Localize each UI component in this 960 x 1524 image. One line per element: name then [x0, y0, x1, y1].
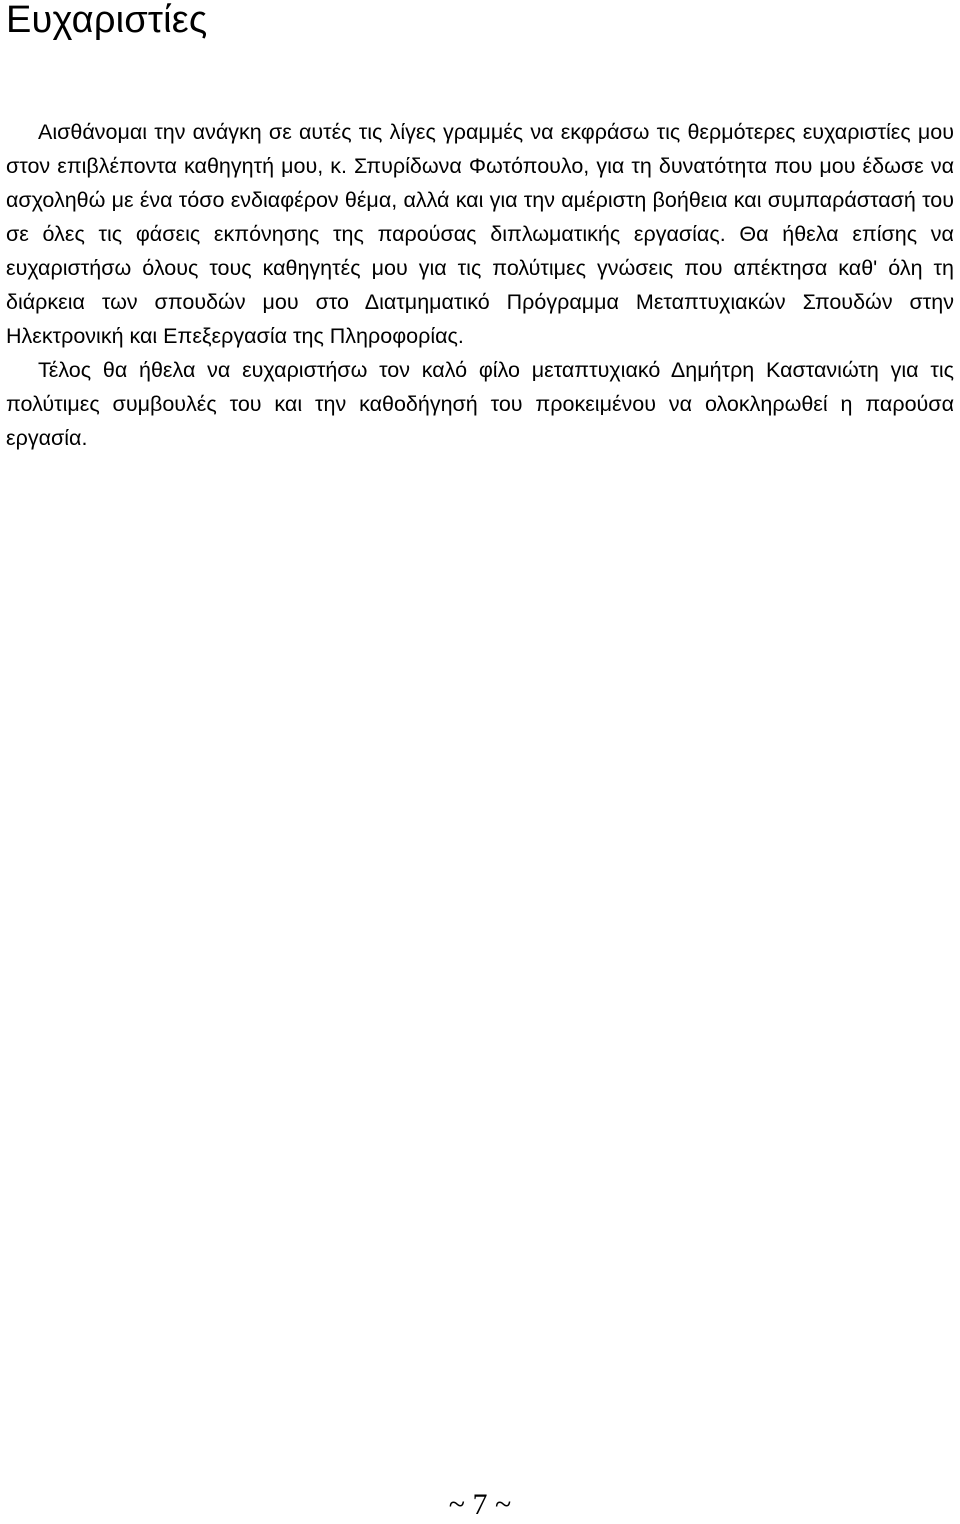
page-title: Ευχαριστίες — [6, 0, 208, 41]
paragraph-acknowledgement-friend: Τέλος θα ήθελα να ευχαριστήσω τον καλό φίλο μεταπτυχιακό Δημήτρη Καστανιώτη για τις πολύτιμες συμβουλές του και την καθοδήγησή του προκειμένου να ολοκληρωθεί η παρούσα εργασία. — [6, 358, 954, 450]
page-number: ~ 7 ~ — [448, 1488, 512, 1521]
paragraph-acknowledgement-supervisor: Αισθάνομαι την ανάγκη σε αυτές τις λίγες γραμμές να εκφράσω τις θερμότερες ευχαριστίες μου στον επιβλέποντα καθηγητή μου, κ. Σπυρίδωνα Φωτόπουλο, για τη δυνατότητα που μου έδωσε να ασχοληθώ με ένα τόσο ενδιαφέρον θέμα, αλλά και για την αμέριστη βοήθεια και συμπαράστασή του σε όλες τις φάσεις εκπόνησης της παρούσας διπλωματικής εργασίας. Θα ήθελα επίσης να ευχαριστήσω όλους τους καθηγητές μου για τις πολύτιμες γνώσεις που απέκτησα καθ' όλη τη διάρκεια των σπουδών μου στο Διατμηματικό Πρόγραμμα Μεταπτυχιακών Σπουδών στην Ηλεκτρονική και Επεξεργασία της Πληροφορίας. — [6, 120, 954, 348]
body-text — [6, 115, 954, 455]
